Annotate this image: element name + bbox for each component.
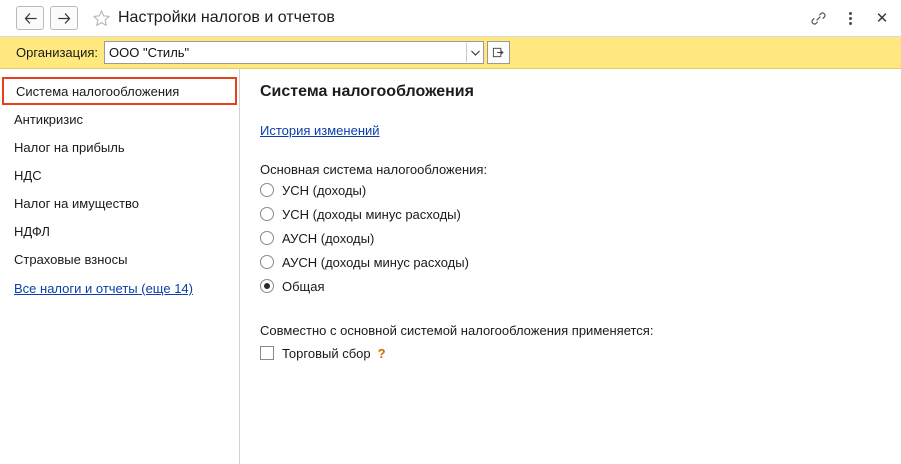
radio-label: Общая bbox=[282, 278, 325, 294]
title-bar bbox=[0, 0, 901, 37]
sidebar-item-label: Страховые взносы bbox=[14, 251, 128, 267]
combined-systems-label: Совместно с основной системой налогообложения применяется: bbox=[260, 323, 654, 338]
content-area bbox=[0, 69, 901, 464]
sidebar-item-anticrisis[interactable] bbox=[0, 105, 239, 133]
section-title: Система налогообложения bbox=[260, 83, 474, 100]
checkbox-icon bbox=[260, 346, 274, 360]
sidebar-item-label: Налог на прибыль bbox=[14, 139, 125, 155]
radio-label: АУСН (доходы минус расходы) bbox=[282, 254, 469, 270]
back-button[interactable] bbox=[16, 6, 44, 30]
close-icon[interactable]: ✕ bbox=[875, 9, 889, 27]
window-controls bbox=[809, 0, 891, 36]
sidebar-item-label: Налог на имущество bbox=[14, 195, 140, 211]
star-icon[interactable] bbox=[90, 7, 112, 29]
organization-input[interactable] bbox=[105, 43, 466, 62]
radio-ausn-income[interactable] bbox=[260, 227, 901, 249]
taxation-group-label: Основная система налогообложения: bbox=[260, 162, 488, 177]
checkbox-label: Торговый сбор bbox=[282, 345, 371, 361]
open-selection-icon[interactable] bbox=[487, 41, 510, 64]
radio-label: АУСН (доходы) bbox=[282, 230, 375, 246]
sidebar-item-property-tax[interactable] bbox=[0, 189, 239, 217]
history-changes-link[interactable]: История изменений bbox=[260, 123, 380, 138]
radio-usn-income-minus-expenses[interactable] bbox=[260, 203, 901, 225]
page-title: Настройки налогов и отчетов bbox=[118, 9, 335, 26]
sidebar-item-label: НДС bbox=[14, 167, 42, 183]
radio-icon bbox=[260, 255, 274, 269]
sidebar-all-taxes-link[interactable]: Все налоги и отчеты (еще 14) bbox=[14, 281, 193, 296]
link-icon[interactable] bbox=[809, 9, 827, 27]
settings-sidebar bbox=[0, 69, 240, 464]
organization-field[interactable] bbox=[104, 41, 484, 64]
radio-icon bbox=[260, 231, 274, 245]
chevron-down-icon[interactable] bbox=[466, 43, 483, 62]
organization-label: Организация: bbox=[16, 45, 99, 60]
sidebar-item-insurance-contributions[interactable] bbox=[0, 245, 239, 273]
forward-button[interactable] bbox=[50, 6, 78, 30]
settings-panel bbox=[240, 69, 901, 464]
sidebar-item-label: Система налогообложения bbox=[16, 83, 180, 99]
sidebar-item-label: Антикризис bbox=[14, 111, 83, 127]
radio-icon-selected bbox=[260, 279, 274, 293]
radio-general[interactable] bbox=[260, 275, 901, 297]
more-menu-icon[interactable] bbox=[841, 9, 859, 27]
radio-icon bbox=[260, 207, 274, 221]
organization-bar bbox=[0, 37, 901, 69]
radio-ausn-income-minus-expenses[interactable] bbox=[260, 251, 901, 273]
sidebar-item-ndfl[interactable] bbox=[0, 217, 239, 245]
sidebar-item-taxation-system[interactable] bbox=[2, 77, 237, 105]
radio-label: УСН (доходы) bbox=[282, 182, 367, 198]
radio-label: УСН (доходы минус расходы) bbox=[282, 206, 461, 222]
radio-icon bbox=[260, 183, 274, 197]
sidebar-item-label: НДФЛ bbox=[14, 223, 50, 239]
checkbox-trade-fee[interactable] bbox=[260, 342, 901, 364]
help-icon[interactable]: ? bbox=[377, 345, 386, 361]
sidebar-item-profit-tax[interactable] bbox=[0, 133, 239, 161]
sidebar-item-vat[interactable] bbox=[0, 161, 239, 189]
radio-usn-income[interactable] bbox=[260, 179, 901, 201]
